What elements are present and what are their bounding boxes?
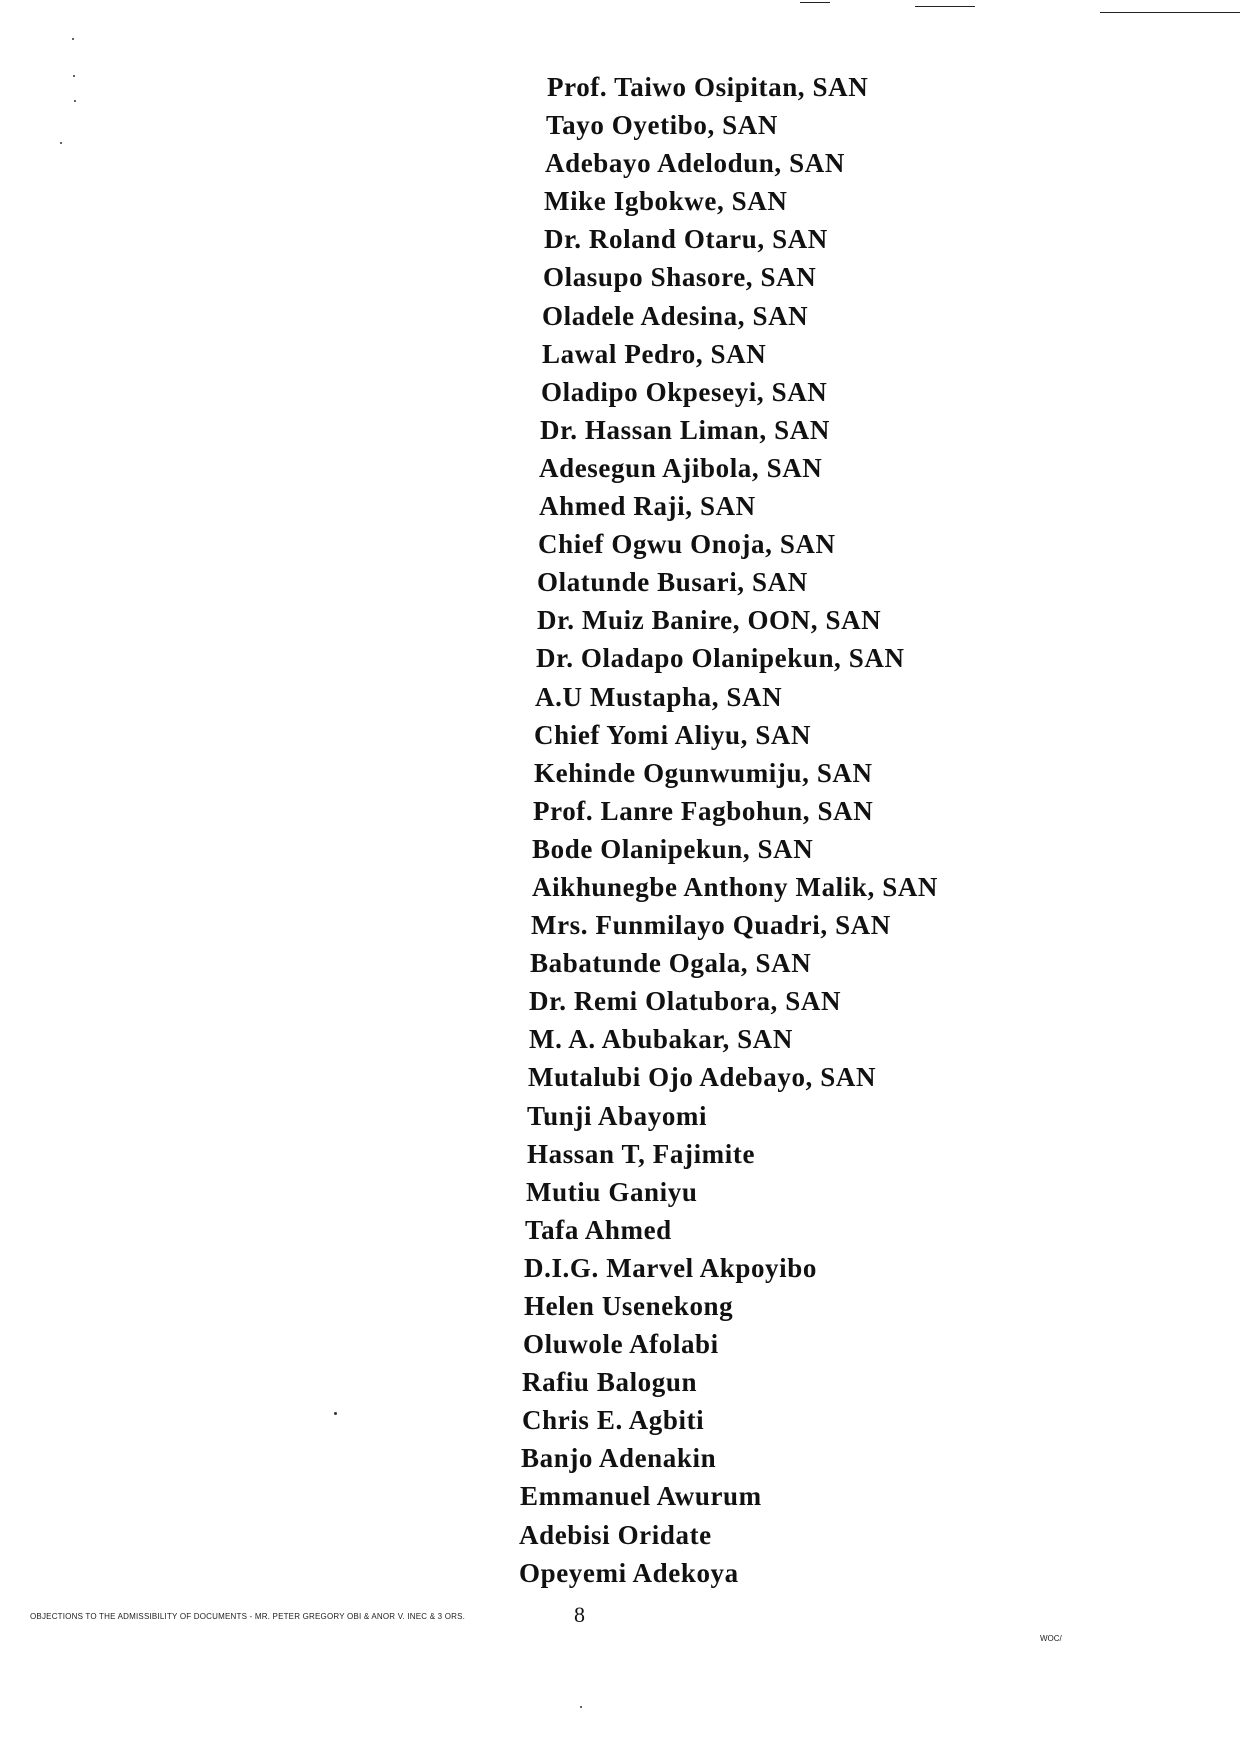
counsel-name: Babatunde Ogala, SAN: [530, 948, 812, 979]
scan-line-3: [1100, 12, 1240, 13]
scan-line-2: [915, 6, 975, 7]
counsel-list: [505, 68, 938, 1592]
counsel-name: Aikhunegbe Anthony Malik, SAN: [532, 871, 939, 902]
counsel-name: Mutiu Ganiyu: [526, 1176, 698, 1207]
counsel-name: D.I.G. Marvel Akpoyibo: [524, 1252, 817, 1283]
scan-speck: [72, 38, 74, 40]
counsel-name: Chris E. Agbiti: [522, 1405, 705, 1436]
counsel-name: Chief Yomi Aliyu, SAN: [534, 719, 812, 750]
counsel-name: Tafa Ahmed: [525, 1214, 672, 1245]
counsel-name: Adesegun Ajibola, SAN: [539, 452, 823, 483]
page-number: 8: [574, 1602, 585, 1627]
footer-initials: WOC/: [1040, 1634, 1062, 1643]
counsel-name: Olasupo Shasore, SAN: [543, 262, 817, 293]
counsel-name: Tunji Abayomi: [527, 1100, 708, 1131]
counsel-name: Dr. Muiz Banire, OON, SAN: [537, 605, 882, 636]
counsel-name: Dr. Remi Olatubora, SAN: [529, 986, 842, 1017]
counsel-name: Dr. Roland Otaru, SAN: [544, 224, 828, 255]
counsel-name: Mutalubi Ojo Adebayo, SAN: [528, 1062, 877, 1093]
scan-speck: [60, 142, 62, 144]
counsel-name: Adebisi Oridate: [519, 1519, 712, 1550]
counsel-name: Tayo Oyetibo, SAN: [546, 110, 778, 141]
counsel-name: Hassan T, Fajimite: [527, 1138, 756, 1169]
counsel-name: Oluwole Afolabi: [523, 1329, 719, 1360]
scan-speck: [74, 100, 76, 102]
counsel-name: Kehinde Ogunwumiju, SAN: [534, 757, 873, 788]
counsel-name: Oladele Adesina, SAN: [542, 300, 809, 331]
counsel-name: Lawal Pedro, SAN: [542, 338, 767, 369]
footer-title: OBJECTIONS TO THE ADMISSIBILITY OF DOCUMENTS - MR. PETER GREGORY OBI & ANOR V. INEC & 3 ORS.: [30, 1612, 466, 1621]
counsel-name: Mike Igbokwe, SAN: [544, 186, 788, 217]
counsel-name: M. A. Abubakar, SAN: [529, 1024, 793, 1055]
counsel-name: A.U Mustapha, SAN: [535, 681, 783, 712]
counsel-name: Banjo Adenakin: [521, 1443, 717, 1474]
counsel-name: Opeyemi Adekoya: [519, 1557, 739, 1588]
scan-speck: [580, 1706, 582, 1708]
counsel-name: Chief Ogwu Onoja, SAN: [538, 529, 836, 560]
counsel-name: Dr. Oladapo Olanipekun, SAN: [536, 643, 905, 674]
counsel-name: Bode Olanipekun, SAN: [532, 833, 814, 864]
counsel-name: Olatunde Busari, SAN: [537, 567, 808, 598]
counsel-name: Dr. Hassan Liman, SAN: [540, 414, 830, 445]
scan-speck: [334, 1412, 337, 1415]
counsel-name: Helen Usenekong: [524, 1291, 734, 1321]
counsel-name: Mrs. Funmilayo Quadri, SAN: [531, 910, 891, 941]
counsel-name: Prof. Lanre Fagbohun, SAN: [533, 795, 874, 826]
scan-line-1: [800, 2, 830, 3]
counsel-name: Oladipo Okpeseyi, SAN: [541, 376, 828, 407]
counsel-name: Ahmed Raji, SAN: [539, 491, 756, 522]
counsel-name: Prof. Taiwo Osipitan, SAN: [547, 72, 869, 102]
counsel-name: Rafiu Balogun: [522, 1367, 698, 1398]
counsel-name: Adebayo Adelodun, SAN: [545, 148, 845, 179]
counsel-name: Emmanuel Awurum: [520, 1481, 762, 1512]
scan-speck: [73, 75, 75, 77]
